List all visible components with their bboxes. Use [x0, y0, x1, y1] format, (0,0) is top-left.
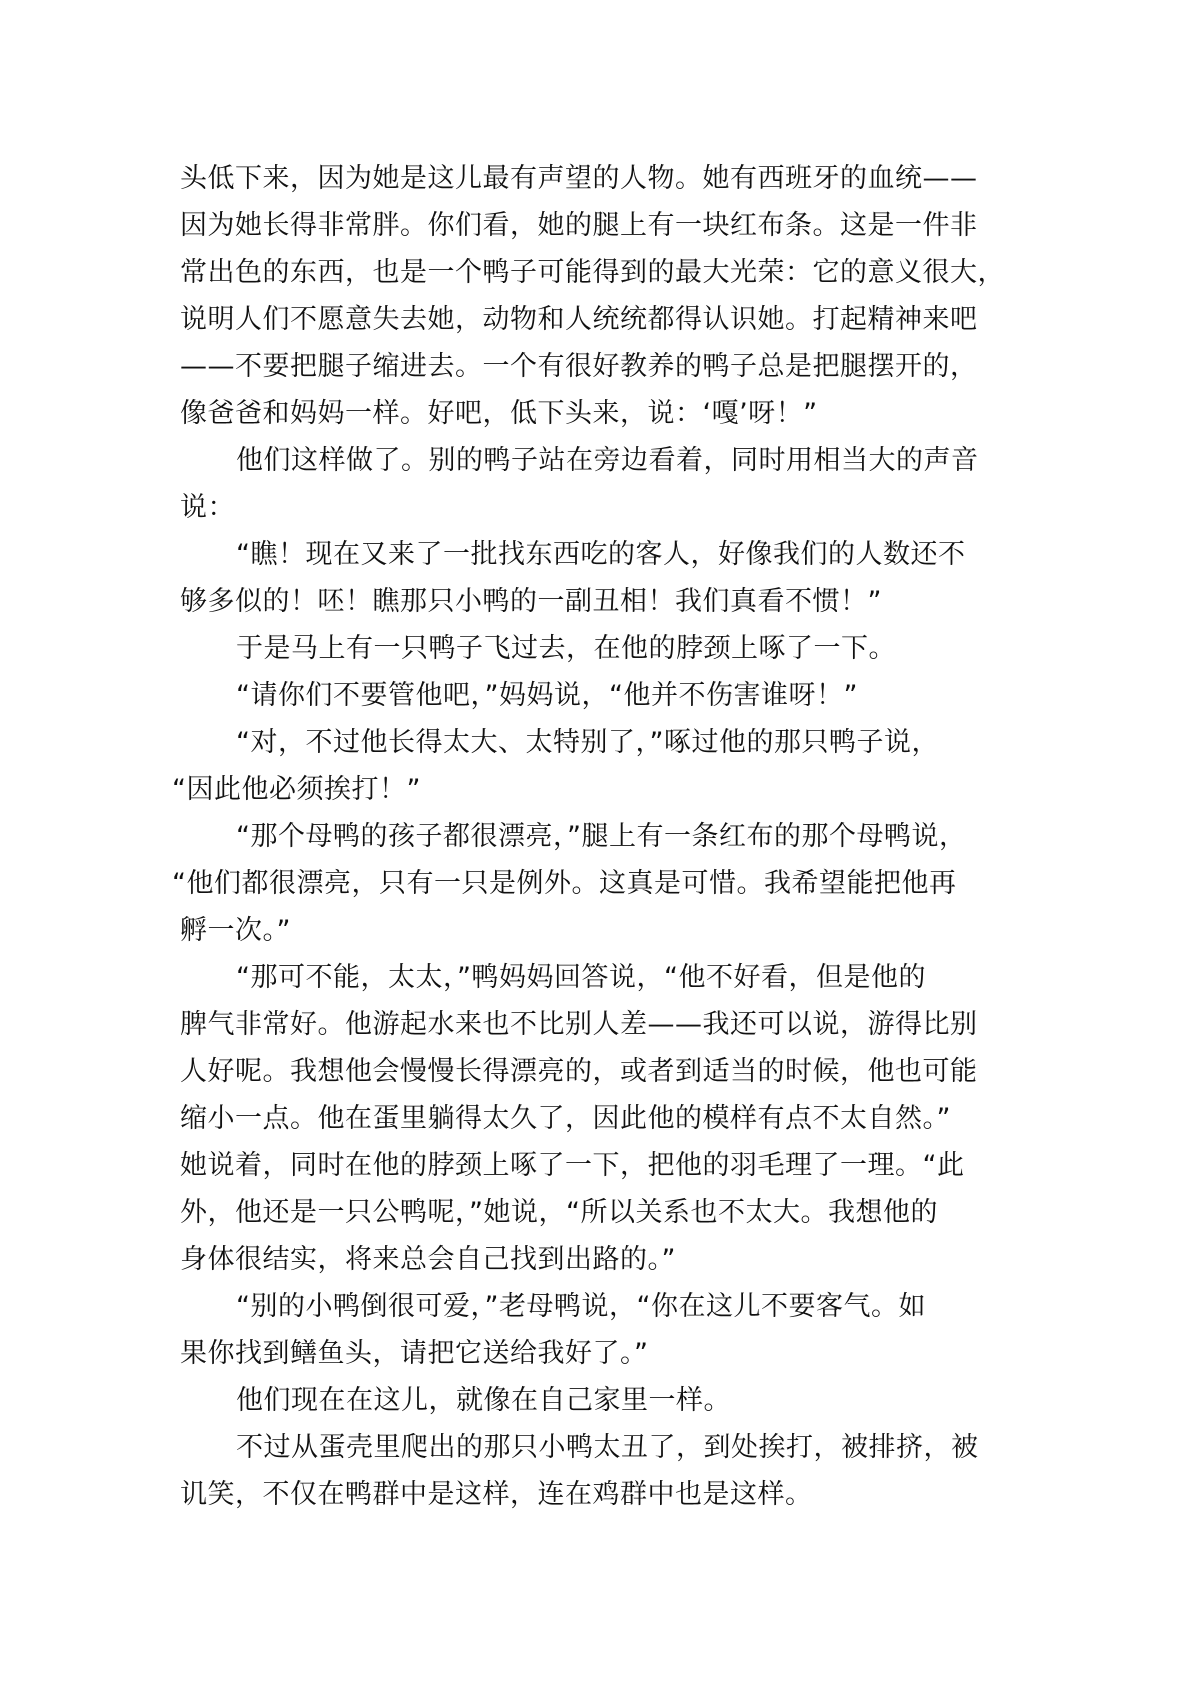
- text-line: 因为她长得非常胖。你们看，她的腿上有一块红布条。这是一件非: [180, 210, 978, 241]
- text-line: 身体很结实，将来总会自己找到出路的。”: [180, 1244, 676, 1275]
- text-line: 外，他还是一只公鸭呢，”她说，“所以关系也不太大。我想他的: [180, 1197, 938, 1228]
- text-line: “他们都很漂亮，只有一只是例外。这真是可惜。我希望能把他再: [172, 868, 957, 899]
- text-line: 说明人们不愿意失去她，动物和人统统都得认识她。打起精神来吧: [180, 304, 978, 335]
- paragraph-start-line: 于是马上有一只鸭子飞过去，在他的脖颈上啄了一下。: [236, 633, 896, 664]
- text-line: 果你找到鳝鱼头，请把它送给我好了。”: [180, 1338, 649, 1369]
- text-line: 说：: [180, 492, 235, 523]
- text-line: 常出色的东西，也是一个鸭子可能得到的最大光荣：它的意义很大，: [180, 257, 1005, 288]
- text-line: 讥笑，不仅在鸭群中是这样，连在鸡群中也是这样。: [180, 1479, 813, 1510]
- text-line: 像爸爸和妈妈一样。好吧，低下头来，说：‘嘎’呀！”: [180, 398, 818, 429]
- paragraph-start-line: “对，不过他长得太大、太特别了，”啄过他的那只鸭子说，: [236, 727, 939, 758]
- text-line: 孵一次。”: [180, 915, 291, 946]
- paragraph-start-line: 不过从蛋壳里爬出的那只小鸭太丑了，到处挨打，被排挤，被: [236, 1432, 979, 1463]
- text-line: 够多似的！呸！瞧那只小鸭的一副丑相！我们真看不惯！”: [180, 586, 882, 617]
- paragraph-start-line: 他们这样做了。别的鸭子站在旁边看着，同时用相当大的声音: [236, 445, 979, 476]
- paragraph-start-line: “瞧！现在又来了一批找东西吃的客人，好像我们的人数还不: [236, 539, 966, 570]
- text-line: “因此他必须挨打！”: [172, 774, 421, 805]
- text-line: ——不要把腿子缩进去。一个有很好教养的鸭子总是把腿摆开的，: [180, 351, 978, 382]
- text-line: 她说着，同时在他的脖颈上啄了一下，把他的羽毛理了一理。“此: [180, 1150, 965, 1181]
- paragraph-start-line: “那可不能，太太，”鸭妈妈回答说，“他不好看，但是他的: [236, 962, 926, 993]
- paragraph-start-line: 他们现在在这儿，就像在自己家里一样。: [236, 1385, 731, 1416]
- text-line: 人好呢。我想他会慢慢长得漂亮的，或者到适当的时候，他也可能: [180, 1056, 978, 1087]
- paragraph-start-line: “请你们不要管他吧，”妈妈说，“他并不伤害谁呀！”: [236, 680, 858, 711]
- text-line: 脾气非常好。他游起水来也不比别人差——我还可以说，游得比别: [180, 1009, 978, 1040]
- body-text: [172, 155, 1010, 1518]
- text-line: 缩小一点。他在蛋里躺得太久了，因此他的模样有点不太自然。”: [180, 1103, 951, 1134]
- text-line: 头低下来，因为她是这儿最有声望的人物。她有西班牙的血统——: [180, 163, 978, 194]
- paragraph-start-line: “那个母鸭的孩子都很漂亮，”腿上有一条红布的那个母鸭说，: [236, 821, 967, 852]
- paragraph-start-line: “别的小鸭倒很可爱，”老母鸭说，“你在这儿不要客气。如: [236, 1291, 926, 1322]
